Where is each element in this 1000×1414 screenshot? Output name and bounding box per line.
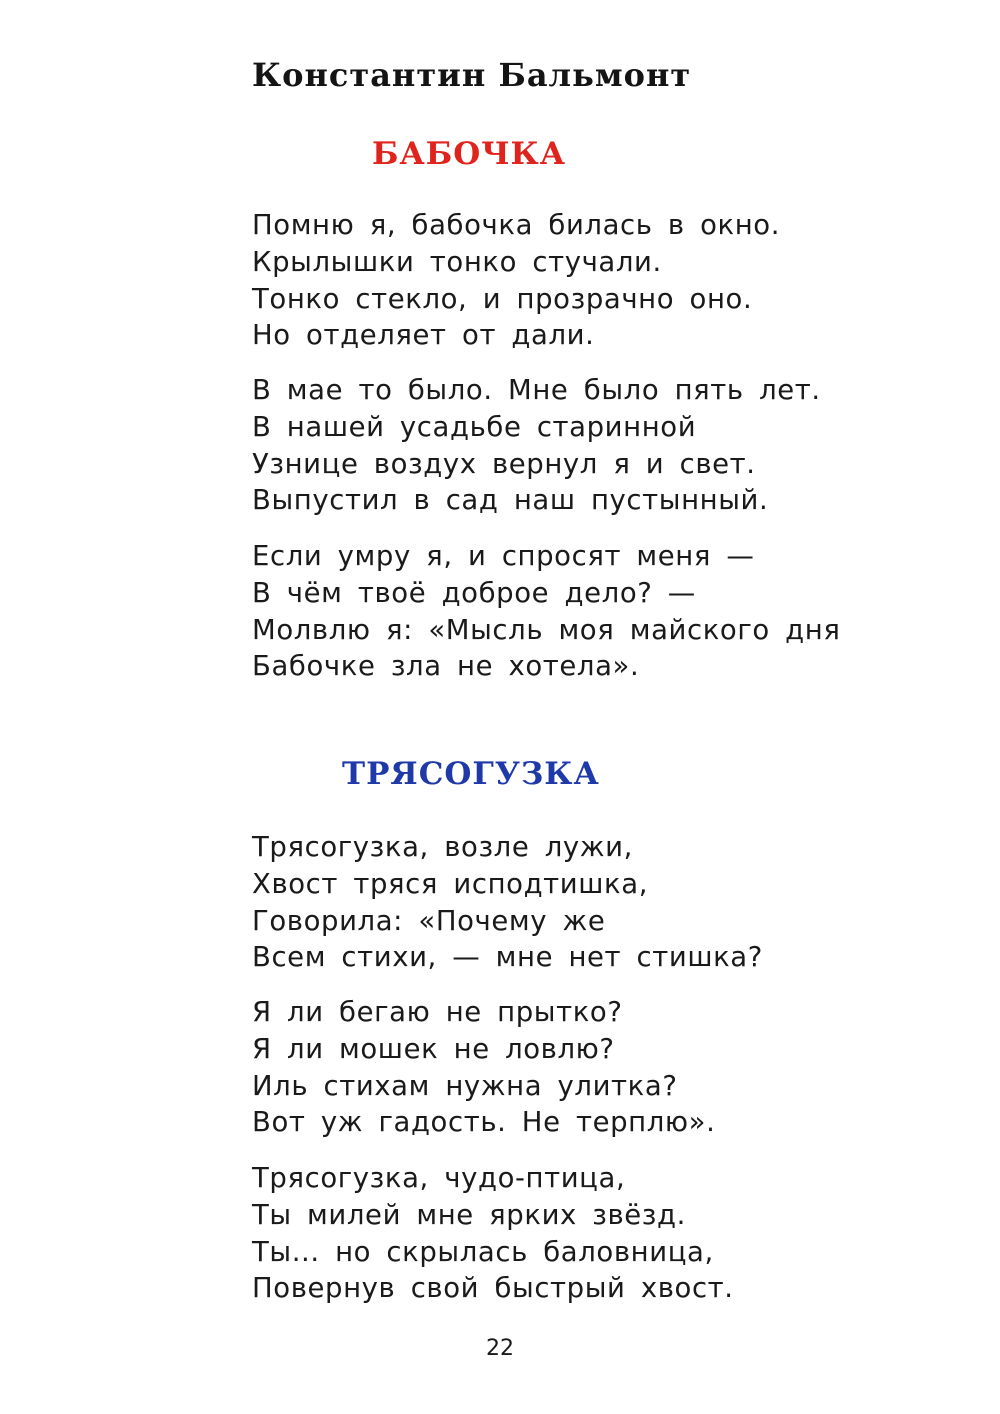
verse-line: Молвлю я: «Мысль моя майского дня bbox=[252, 613, 841, 646]
stanza-tryasoguzka-3 bbox=[252, 1160, 734, 1307]
stanza-babochka-2 bbox=[252, 372, 821, 519]
verse-line: В мае то было. Мне было пять лет. bbox=[252, 374, 821, 406]
verse-line: Но отделяет от дали. bbox=[252, 319, 595, 352]
verse-line: Ты... но скрылась баловница, bbox=[252, 1235, 714, 1268]
verse-line: Помню я, бабочка билась в окно. bbox=[252, 209, 781, 241]
stanza-tryasoguzka-1 bbox=[252, 829, 763, 976]
verse-line: Трясогузка, возле лужи, bbox=[252, 831, 633, 863]
verse-line: Хвост тряся исподтишка, bbox=[252, 867, 649, 900]
verse-line: Ты милей мне ярких звёзд. bbox=[252, 1198, 686, 1231]
verse-line: В чём твоё доброе дело? — bbox=[252, 576, 696, 609]
verse-line: Я ли мошек не ловлю? bbox=[252, 1032, 615, 1065]
verse-line: Трясогузка, чудо-птица, bbox=[252, 1162, 626, 1194]
verse-line: Бабочке зла не хотела». bbox=[252, 650, 640, 683]
verse-line: Всем стихи, — мне нет стишка? bbox=[252, 941, 763, 974]
verse-line: Тонко стекло, и прозрачно оно. bbox=[252, 282, 753, 315]
poem-title-tryasoguzka: ТРЯСОГУЗКА bbox=[342, 756, 600, 792]
verse-line: Крылышки тонко стучали. bbox=[252, 245, 662, 278]
verse-line: Узнице воздух вернул я и свет. bbox=[252, 447, 756, 480]
verse-line: Вот уж гадость. Не терплю». bbox=[252, 1106, 716, 1139]
verse-line: Если умру я, и спросят меня — bbox=[252, 540, 755, 572]
stanza-babochka-1 bbox=[252, 207, 780, 354]
verse-line: Иль стихам нужна улитка? bbox=[252, 1069, 678, 1102]
verse-line: Повернув свой быстрый хвост. bbox=[252, 1272, 734, 1305]
verse-line: Я ли бегаю не прытко? bbox=[252, 996, 623, 1028]
author-name: Константин Бальмонт bbox=[252, 56, 692, 94]
poem-title-babochka: БАБОЧКА bbox=[372, 136, 566, 172]
stanza-babochka-3 bbox=[252, 538, 841, 685]
verse-line: В нашей усадьбе старинной bbox=[252, 410, 697, 443]
verse-line: Выпустил в сад наш пустынный. bbox=[252, 484, 769, 517]
page-number: 22 bbox=[486, 1336, 514, 1361]
verse-line: Говорила: «Почему же bbox=[252, 904, 606, 937]
stanza-tryasoguzka-2 bbox=[252, 994, 715, 1141]
